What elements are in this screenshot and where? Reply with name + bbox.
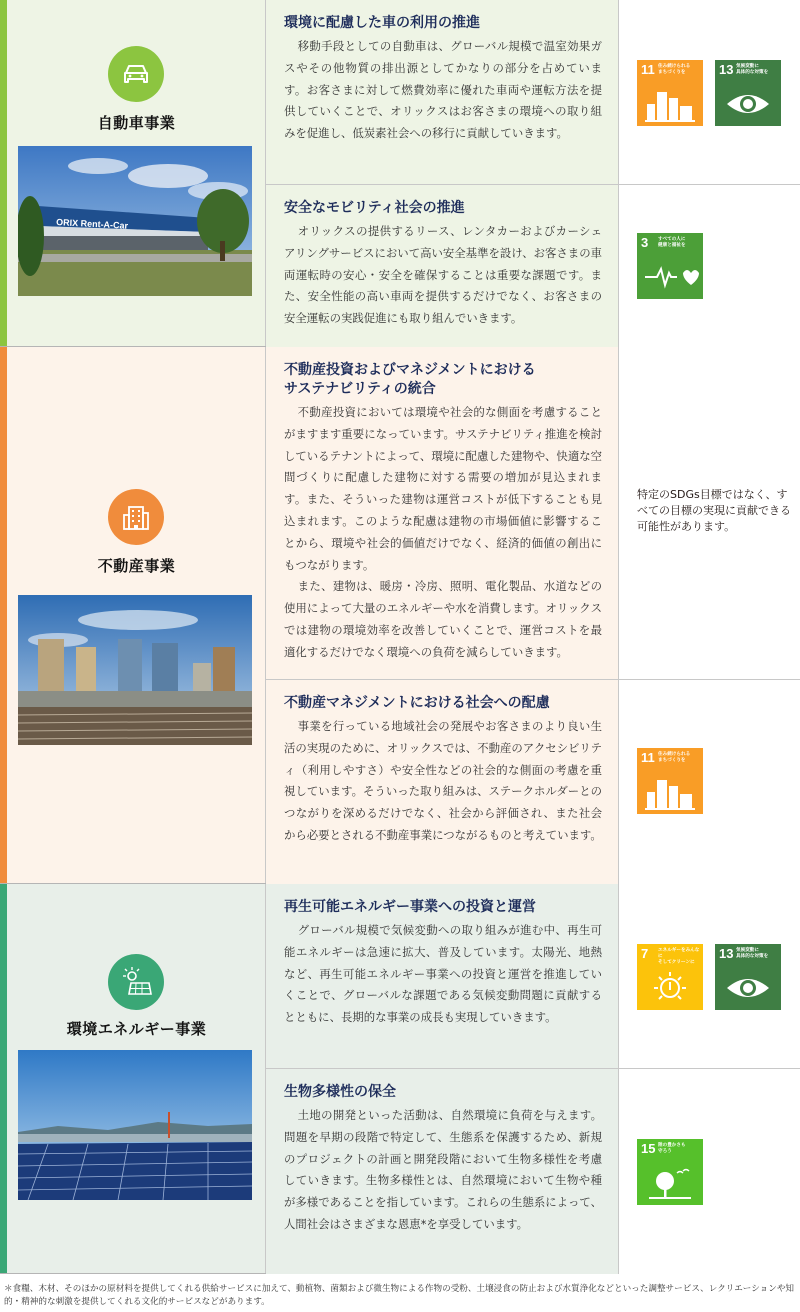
row-text (266, 185, 619, 347)
city-buildings-photo (18, 595, 252, 745)
solar-panel-icon (108, 954, 164, 1010)
sdg-note: 特定のSDGs目標ではなく、すべての目標の実現に貢献できる可能性があります。 (637, 488, 791, 533)
sdg-goal-11-icon: 11 住み続けられる まちづくりを (637, 60, 703, 126)
row-body: 不動産投資においては環境や社会的な側面を考慮することがますます重要になっています。サステナビリティ推進を検討しているテナントによって、環境に配慮した建物や、快適な空間づくりに配慮した建物に対する需要の増加が見込まれます。また、そういった建物は運営コストが低下することも見込まれます。このような配慮は建物の市場価値に影響することから、環境や社会的価値だけでなく、経済的価値の創出にもつながります。 (284, 405, 602, 572)
section-color-stripe (0, 884, 7, 1273)
row-safe-mobility (266, 184, 800, 347)
section-environment-energy-panel (0, 884, 266, 1273)
row-heading: 再生可能エネルギー事業への投資と運営 (284, 899, 536, 915)
sdg-cell (619, 680, 800, 884)
section-automobile (0, 0, 800, 347)
building-icon (108, 489, 164, 545)
row-body: グローバル規模で気候変動への取り組みが進む中、再生可能エネルギーは急速に拡大、普及しています。太陽光、地熱など、再生可能エネルギー事業への投資と運営を推進していくことで、グローバルな課題である気候変動問題に貢献するとともに、長期的な事業の成長も実現していきます。 (284, 923, 602, 1025)
sdg-goal-13-icon: 13 気候変動に 具体的な対策を (715, 944, 781, 1010)
sdg-goal-15-icon: 15 陸の豊かさも 守ろう (637, 1139, 703, 1205)
car-icon (108, 46, 164, 102)
row-heading: 生物多様性の保全 (284, 1084, 396, 1100)
sdg-cell (619, 347, 800, 679)
row-heading: 不動産マネジメントにおける社会への配慮 (284, 695, 550, 711)
row-text (266, 680, 619, 884)
row-body: 移動手段としての自動車は、グローバル規模で温室効果ガスやその他物質の排出源としてかなりの部分を占めています。お客さまに対して燃費効率に優れた車両や運転方法を提供していくことで、オリックスはお客さまの環境への取り組みを促進し、低炭素社会への移行に貢献していきます。 (284, 39, 602, 141)
section-title: 自動車事業 (97, 114, 176, 132)
row-heading: 環境に配慮した車の利用の推進 (284, 15, 480, 31)
row-heading: 不動産投資およびマネジメントにおける サステナビリティの統合 (284, 362, 536, 397)
footnote: ＊食糧、木材、そのほかの原材料を提供してくれる供給サービスに加えて、動植物、菌類および微生物による作物の受粉、土壌浸食の防止および水質浄化などといった調整サービス、レクリエーションや知的・精神的な刺激を提供してくれる文化的サービスなどがあります。 (4, 1284, 795, 1307)
sdg-goal-11-icon: 11 住み続けられる まちづくりを (637, 748, 703, 814)
section-real-estate (0, 347, 800, 884)
section-color-stripe (0, 0, 7, 346)
row-body: 土地の開発といった活動は、自然環境に負荷を与えます。問題を早期の段階で特定して、生態系を保護するため、新規のプロジェクトの計画と開発段階において生物多様性を考慮していきます。生物多様性とは、自然環境において生物や種が多様であることを指しています。これらの生態系によって、人間社会はさまざまな恩恵*を享受しています。 (284, 1108, 602, 1231)
section-title: 環境エネルギー事業 (66, 1020, 207, 1038)
row-text (266, 1069, 619, 1274)
row-sustainability-integration (266, 347, 800, 679)
row-eco-vehicles (266, 0, 800, 184)
sdg-cell (619, 1069, 800, 1274)
section-automobile-panel (0, 0, 266, 346)
sdg-cell (619, 185, 800, 347)
sdg-goal-3-icon: 3 すべての人に 健康と福祉を (637, 233, 703, 299)
section-color-stripe (0, 347, 7, 883)
row-body: 事業を行っている地域社会の発展やお客さまのより良い生活の実現のために、オリックスでは、不動産のアクセシビリティ（利用しやすさ）や安全性などの社会的な側面の考慮を重視しています。そういった取り組みは、ステークホルダーとのつながりを深めるだけでなく、社会から評価され、また社会から必要とされる不動産事業につながるものと考えています。 (284, 719, 602, 842)
solar-farm-photo (18, 1050, 252, 1200)
section-title: 不動産事業 (97, 557, 176, 575)
sdg-cell (619, 884, 800, 1068)
row-text (266, 347, 619, 679)
section-real-estate-panel (0, 347, 266, 883)
row-heading: 安全なモビリティ社会の推進 (284, 200, 465, 216)
row-body-continued: また、建物は、暖房・冷房、照明、電化製品、水道などの使用によって大量のエネルギーや水を消費します。オリックスでは建物の環境効率を改善していくことで、運営コストを最適化するだけでなく環境への負荷を減らしていきます。 (284, 579, 602, 659)
row-text (266, 0, 619, 184)
section-environment-energy (0, 884, 800, 1274)
sdg-goal-7-icon: 7 エネルギーをみんなに そしてクリーンに (637, 944, 703, 1010)
sdg-cell (619, 0, 800, 184)
rent-a-car-sign: ORIX Rent-A-Car (55, 217, 129, 231)
sdg-goal-13-icon: 13 気候変動に 具体的な対策を (715, 60, 781, 126)
rent-a-car-photo (18, 146, 252, 296)
row-biodiversity (266, 1068, 800, 1274)
row-renewable-energy (266, 884, 800, 1068)
row-social-consideration (266, 679, 800, 884)
row-text (266, 884, 619, 1068)
row-body: オリックスの提供するリース、レンタカーおよびカーシェアリングサービスにおいて高い安全基準を設け、お客さまの車両運転時の安心・安全を確保することは重要な課題です。また、安全性能の高い車両を提供するだけでなく、お客さまの安全運転の実践促進にも取り組んでいきます。 (284, 224, 602, 326)
